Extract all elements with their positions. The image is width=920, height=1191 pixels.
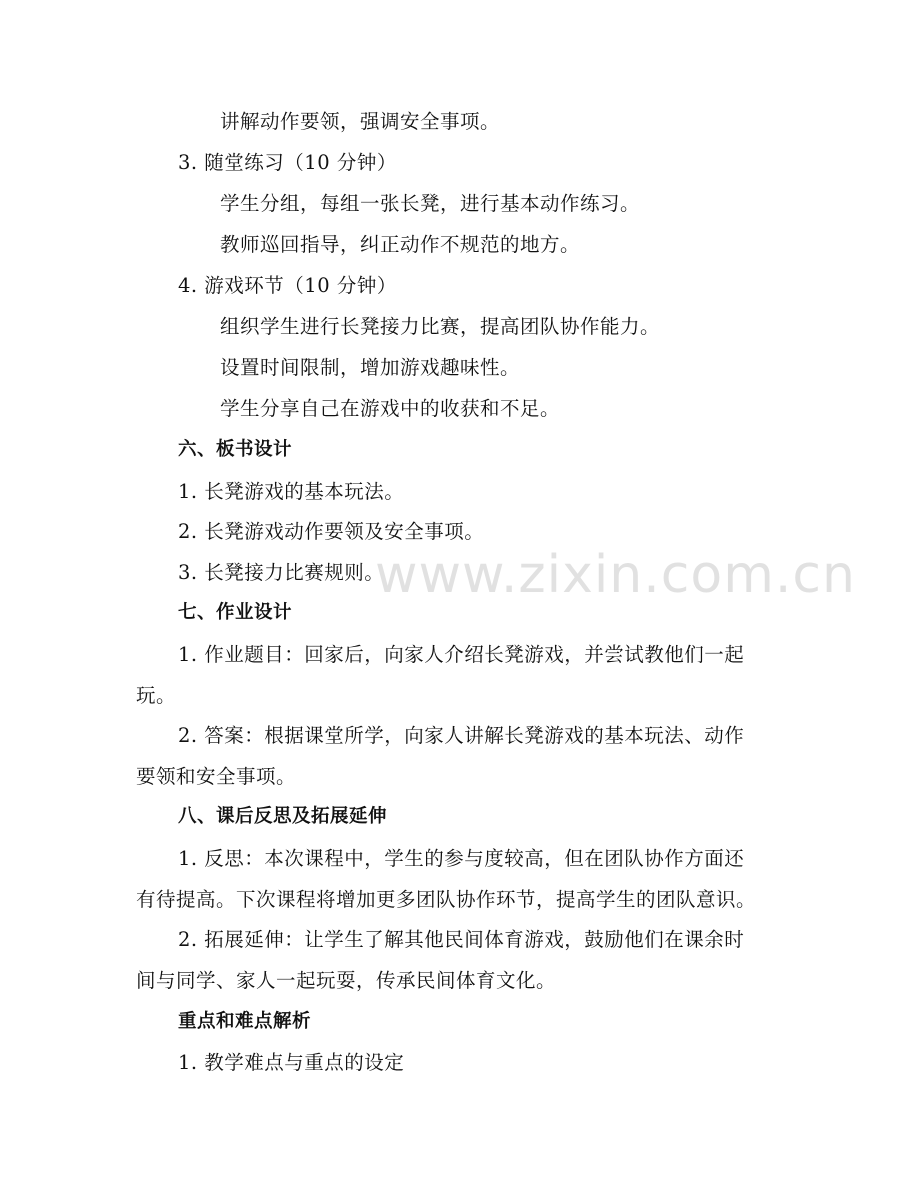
- paragraph-line: 玩。: [136, 684, 177, 707]
- list-item: 1. 长凳游戏的基本玩法。: [178, 480, 405, 503]
- paragraph-line: 间与同学、家人一起玩耍，传承民间体育文化。: [136, 969, 557, 992]
- text-line: 学生分享自己在游戏中的收获和不足。: [220, 397, 561, 420]
- section-heading: 重点和难点解析: [178, 1011, 312, 1032]
- list-item: 1. 教学难点与重点的设定: [178, 1051, 405, 1074]
- paragraph-line: 2. 拓展延伸：让学生了解其他民间体育游戏，鼓励他们在课余时: [178, 928, 745, 951]
- text-line: 学生分组，每组一张长凳，进行基本动作练习。: [220, 192, 641, 215]
- list-item: 2. 长凳游戏动作要领及安全事项。: [178, 520, 485, 543]
- section-heading: 六、板书设计: [178, 439, 293, 460]
- paragraph-line: 有待提高。下次课程将增加更多团队协作环节，提高学生的团队意识。: [136, 888, 757, 911]
- paragraph-line: 1. 反思：本次课程中，学生的参与度较高，但在团队协作方面还: [178, 847, 745, 870]
- list-item: 3. 长凳接力比赛规则。: [178, 561, 385, 584]
- section-heading: 七、作业设计: [178, 602, 293, 623]
- watermark: www.zixin.com.cn: [375, 545, 856, 605]
- text-line: 教师巡回指导，纠正动作不规范的地方。: [220, 233, 581, 256]
- section-heading: 八、课后反思及拓展延伸: [178, 806, 388, 827]
- paragraph-line: 1. 作业题目：回家后，向家人介绍长凳游戏，并尝试教他们一起: [178, 643, 745, 666]
- list-item-heading: 4. 游戏环节（10 分钟）: [178, 274, 397, 297]
- paragraph-line: 要领和安全事项。: [136, 765, 297, 788]
- text-line: 讲解动作要领，强调安全事项。: [220, 110, 501, 133]
- text-line: 设置时间限制，增加游戏趣味性。: [220, 356, 521, 379]
- paragraph-line: 2. 答案：根据课堂所学，向家人讲解长凳游戏的基本玩法、动作: [178, 724, 745, 747]
- list-item-heading: 3. 随堂练习（10 分钟）: [178, 151, 397, 174]
- text-line: 组织学生进行长凳接力比赛，提高团队协作能力。: [220, 315, 661, 338]
